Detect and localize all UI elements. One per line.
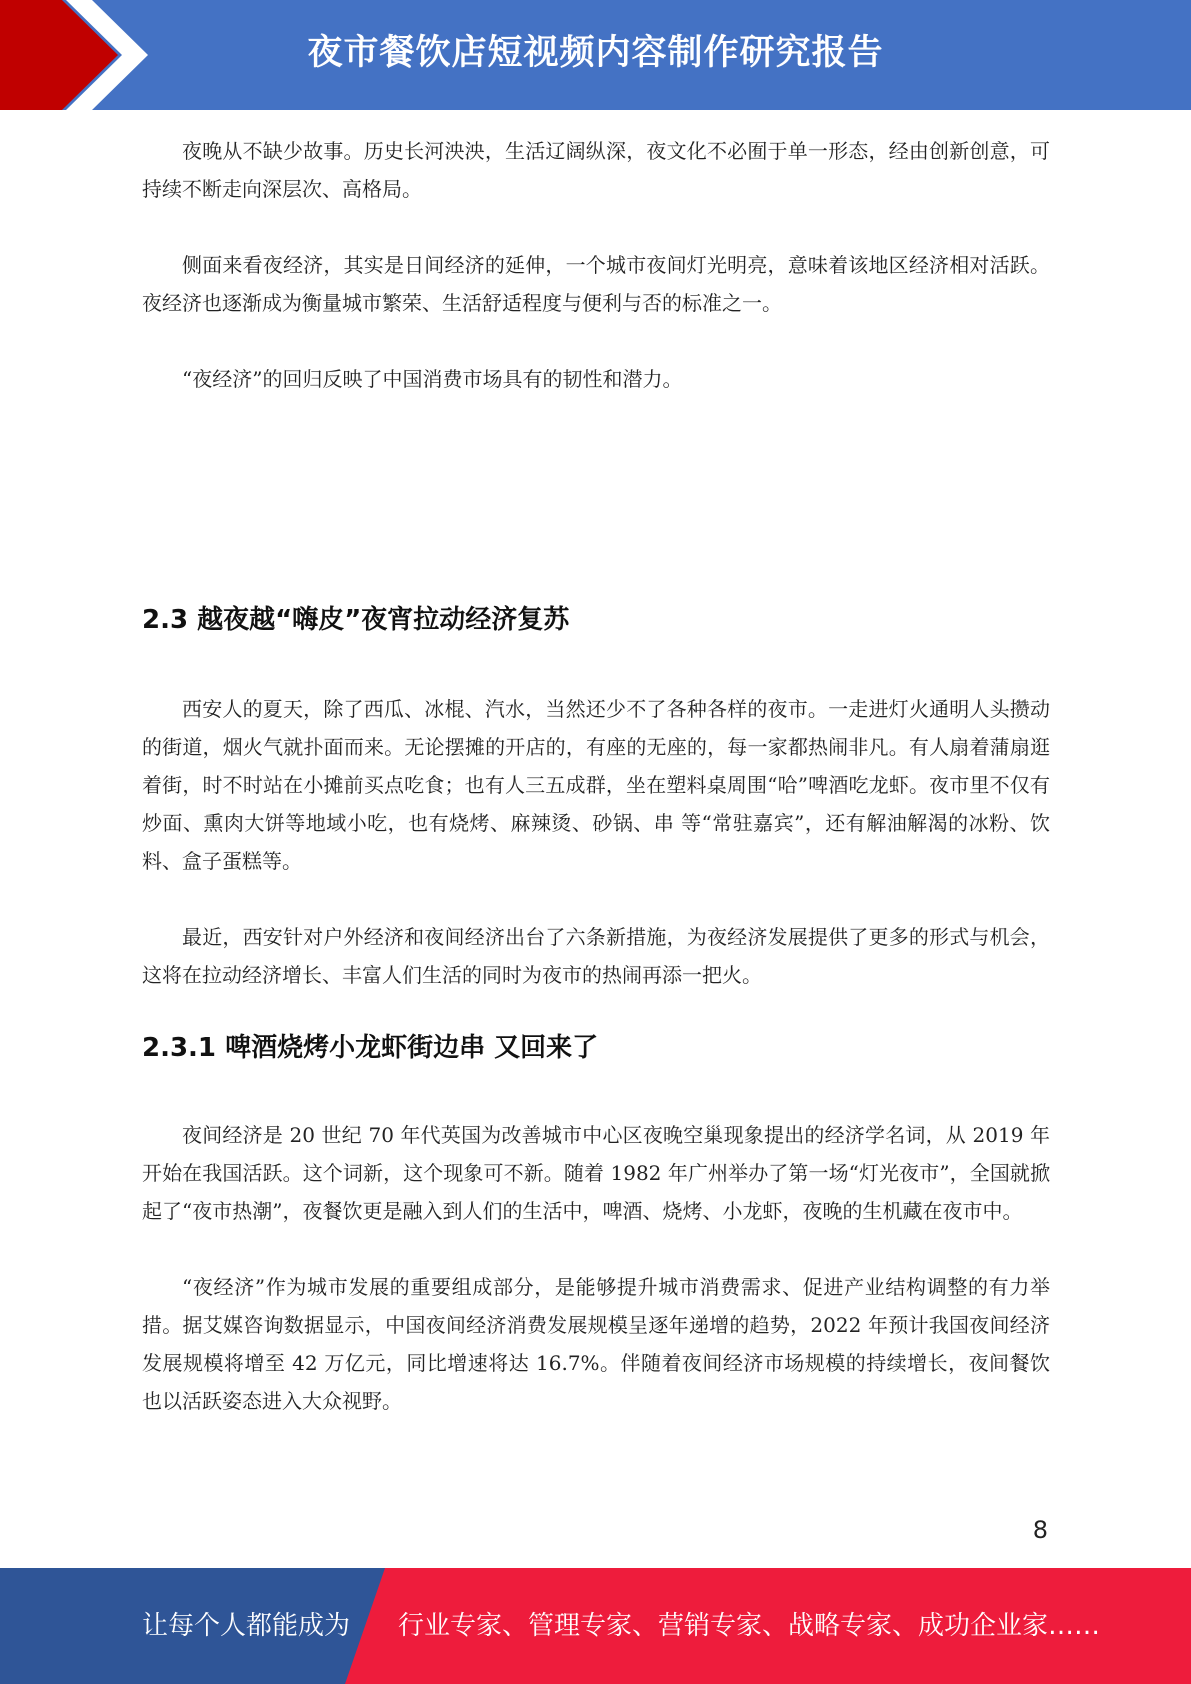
intro-paragraph-1: 夜晚从不缺少故事。历史长河泱泱，生活辽阔纵深，夜文化不必囿于单一形态，经由创新创意，可持续不断走向深层次、高格局。 (142, 139, 1050, 201)
section-2-3-1-paragraph-1: 夜间经济是 20 世纪 70 年代英国为改善城市中心区夜晚空巢现象提出的经济学名词，从 2019 年开始在我国活跃。这个词新，这个现象可不新。随着 1982 年广州举办了第一场“灯光夜市”，全国就掀起了“夜市热潮”，夜餐饮更是融入到人们的生活中，啤酒、烧烤、小龙虾，夜晚的生机藏在夜市中。 (142, 1123, 1050, 1223)
section-2-3-1-paragraph-2: “夜经济”作为城市发展的重要组成部分，是能够提升城市消费需求、促进产业结构调整的有力举措。据艾媒咨询数据显示，中国夜间经济消费发展规模呈逐年递增的趋势，2022 年预计我国夜间经济发展规模将增至 42 万亿元，同比增速将达 16.7%。伴随着夜间经济市场规模的持续增长，夜间餐饮也以活跃姿态进入大众视野。 (142, 1275, 1050, 1413)
section-2-3-paragraph-1: 西安人的夏天，除了西瓜、冰棍、汽水，当然还少不了各种各样的夜市。一走进灯火通明人头攒动的街道，烟火气就扑面而来。无论摆摊的开店的，有座的无座的，每一家都热闹非凡。有人扇着蒲扇逛着街，时不时站在小摊前买点吃食；也有人三五成群，坐在塑料桌周围“哈”啤酒吃龙虾。夜市里不仅有炒面、熏肉大饼等地域小吃，也有烧烤、麻辣烫、砂锅、串 等“常驻嘉宾”，还有解油解渴的冰粉、饮料、盒子蛋糕等。 (142, 697, 1050, 873)
intro-paragraph-2: 侧面来看夜经济，其实是日间经济的延伸，一个城市夜间灯光明亮，意味着该地区经济相对活跃。夜经济也逐渐成为衡量城市繁荣、生活舒适程度与便利与否的标准之一。 (142, 253, 1050, 315)
page-header (0, 0, 1191, 110)
header-chevron-icon (0, 0, 160, 110)
footer-slogan-left: 让每个人都能成为 (142, 1611, 351, 1641)
intro-paragraph-3: “夜经济”的回归反映了中国消费市场具有的韧性和潜力。 (182, 367, 683, 391)
report-title: 夜市餐饮店短视频内容制作研究报告 (307, 33, 884, 73)
page-number: 8 (1032, 1516, 1048, 1544)
footer-slogan-right: 行业专家、管理专家、营销专家、战略专家、成功企业家…… (398, 1611, 1101, 1641)
page-content (142, 130, 1050, 1420)
section-heading-2-3: 2.3 越夜越“嗨皮”夜宵拉动经济复苏 (142, 605, 570, 635)
page-footer (0, 1568, 1191, 1684)
section-2-3-paragraph-2: 最近，西安针对户外经济和夜间经济出台了六条新措施，为夜经济发展提供了更多的形式与机会，这将在拉动经济增长、丰富人们生活的同时为夜市的热闹再添一把火。 (142, 925, 1050, 987)
section-heading-2-3-1: 2.3.1 啤酒烧烤小龙虾街边串 又回来了 (142, 1033, 599, 1063)
